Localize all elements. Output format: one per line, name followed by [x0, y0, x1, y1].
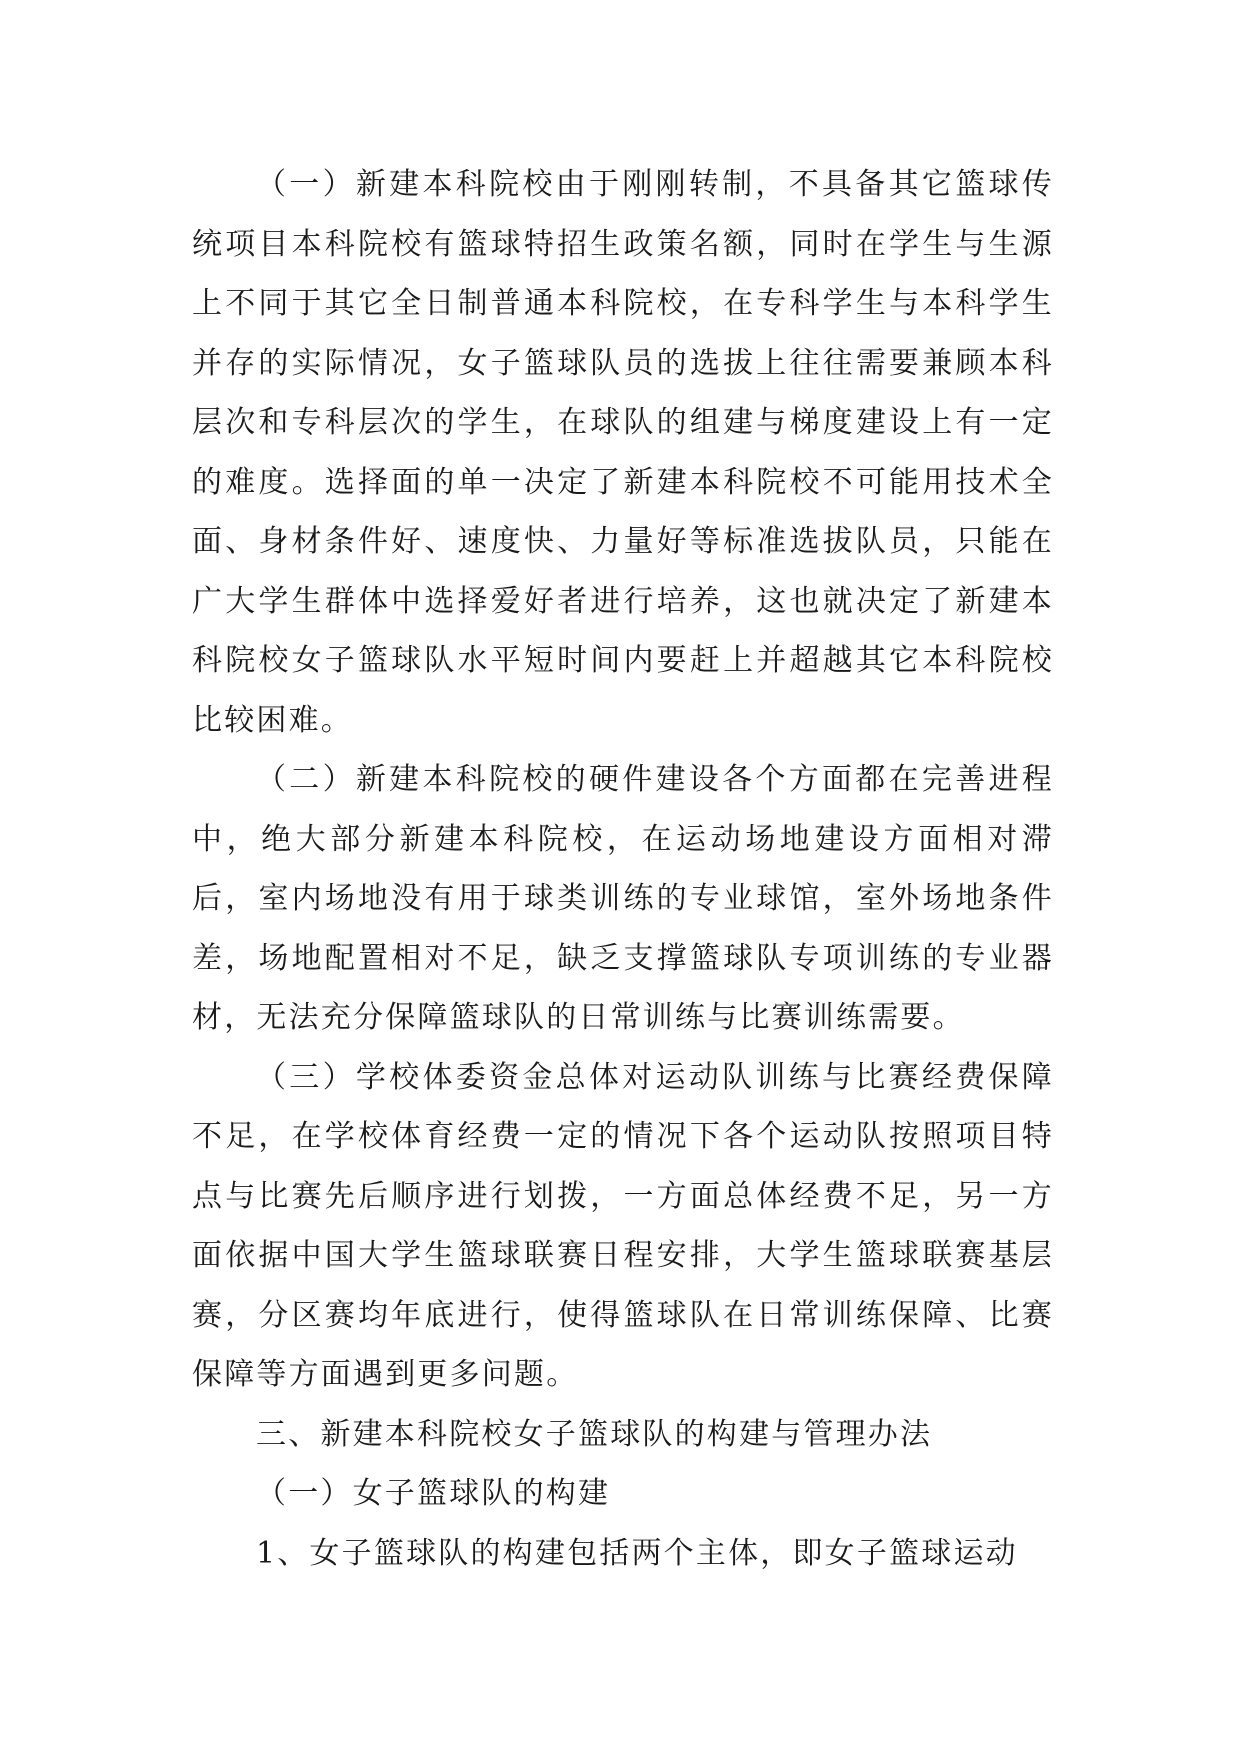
document-body [192, 155, 1054, 1583]
subheading-team-construction: （一）女子篮球队的构建 [256, 1476, 611, 1511]
paragraph-section-3: （三）学校体委资金总体对运动队训练与比赛经费保障不足，在学校体育经费一定的情况下各个运动队按照项目特点与比赛先后顺序进行划拨，一方面总体经费不足，另一方面依据中国大学生篮球联赛日程安排，大学生篮球联赛基层赛，分区赛均年底进行，使得篮球队在日常训练保障、比赛保障等方面遇到更多问题。 [192, 1059, 1054, 1392]
heading-part-three: 三、新建本科院校女子篮球队的构建与管理办法 [256, 1416, 933, 1452]
paragraph-section-2: （二）新建本科院校的硬件建设各个方面都在完善进程中，绝大部分新建本科院校，在运动场地建设方面相对滞后，室内场地没有用于球类训练的专业球馆，室外场地条件差，场地配置相对不足，缺乏支撑篮球队专项训练的专业器材，无法充分保障篮球队的日常训练与比赛训练需要。 [192, 762, 1054, 1035]
paragraph-item-1: 1、女子篮球队的构建包括两个主体，即女子篮球运动 [256, 1535, 1018, 1571]
paragraph-section-1: （一）新建本科院校由于刚刚转制，不具备其它篮球传统项目本科院校有篮球特招生政策名额，同时在学生与生源上不同于其它全日制普通本科院校，在专科学生与本科学生并存的实际情况，女子篮球队员的选拔上往往需要兼顾本科层次和专科层次的学生，在球队的组建与梯度建设上有一定的难度。选择面的单一决定了新建本科院校不可能用技术全面、身材条件好、速度快、力量好等标准选拔队员，只能在广大学生群体中选择爱好者进行培养，这也就决定了新建本科院校女子篮球队水平短时间内要赶上并超越其它本科院校比较困难。 [192, 167, 1054, 738]
